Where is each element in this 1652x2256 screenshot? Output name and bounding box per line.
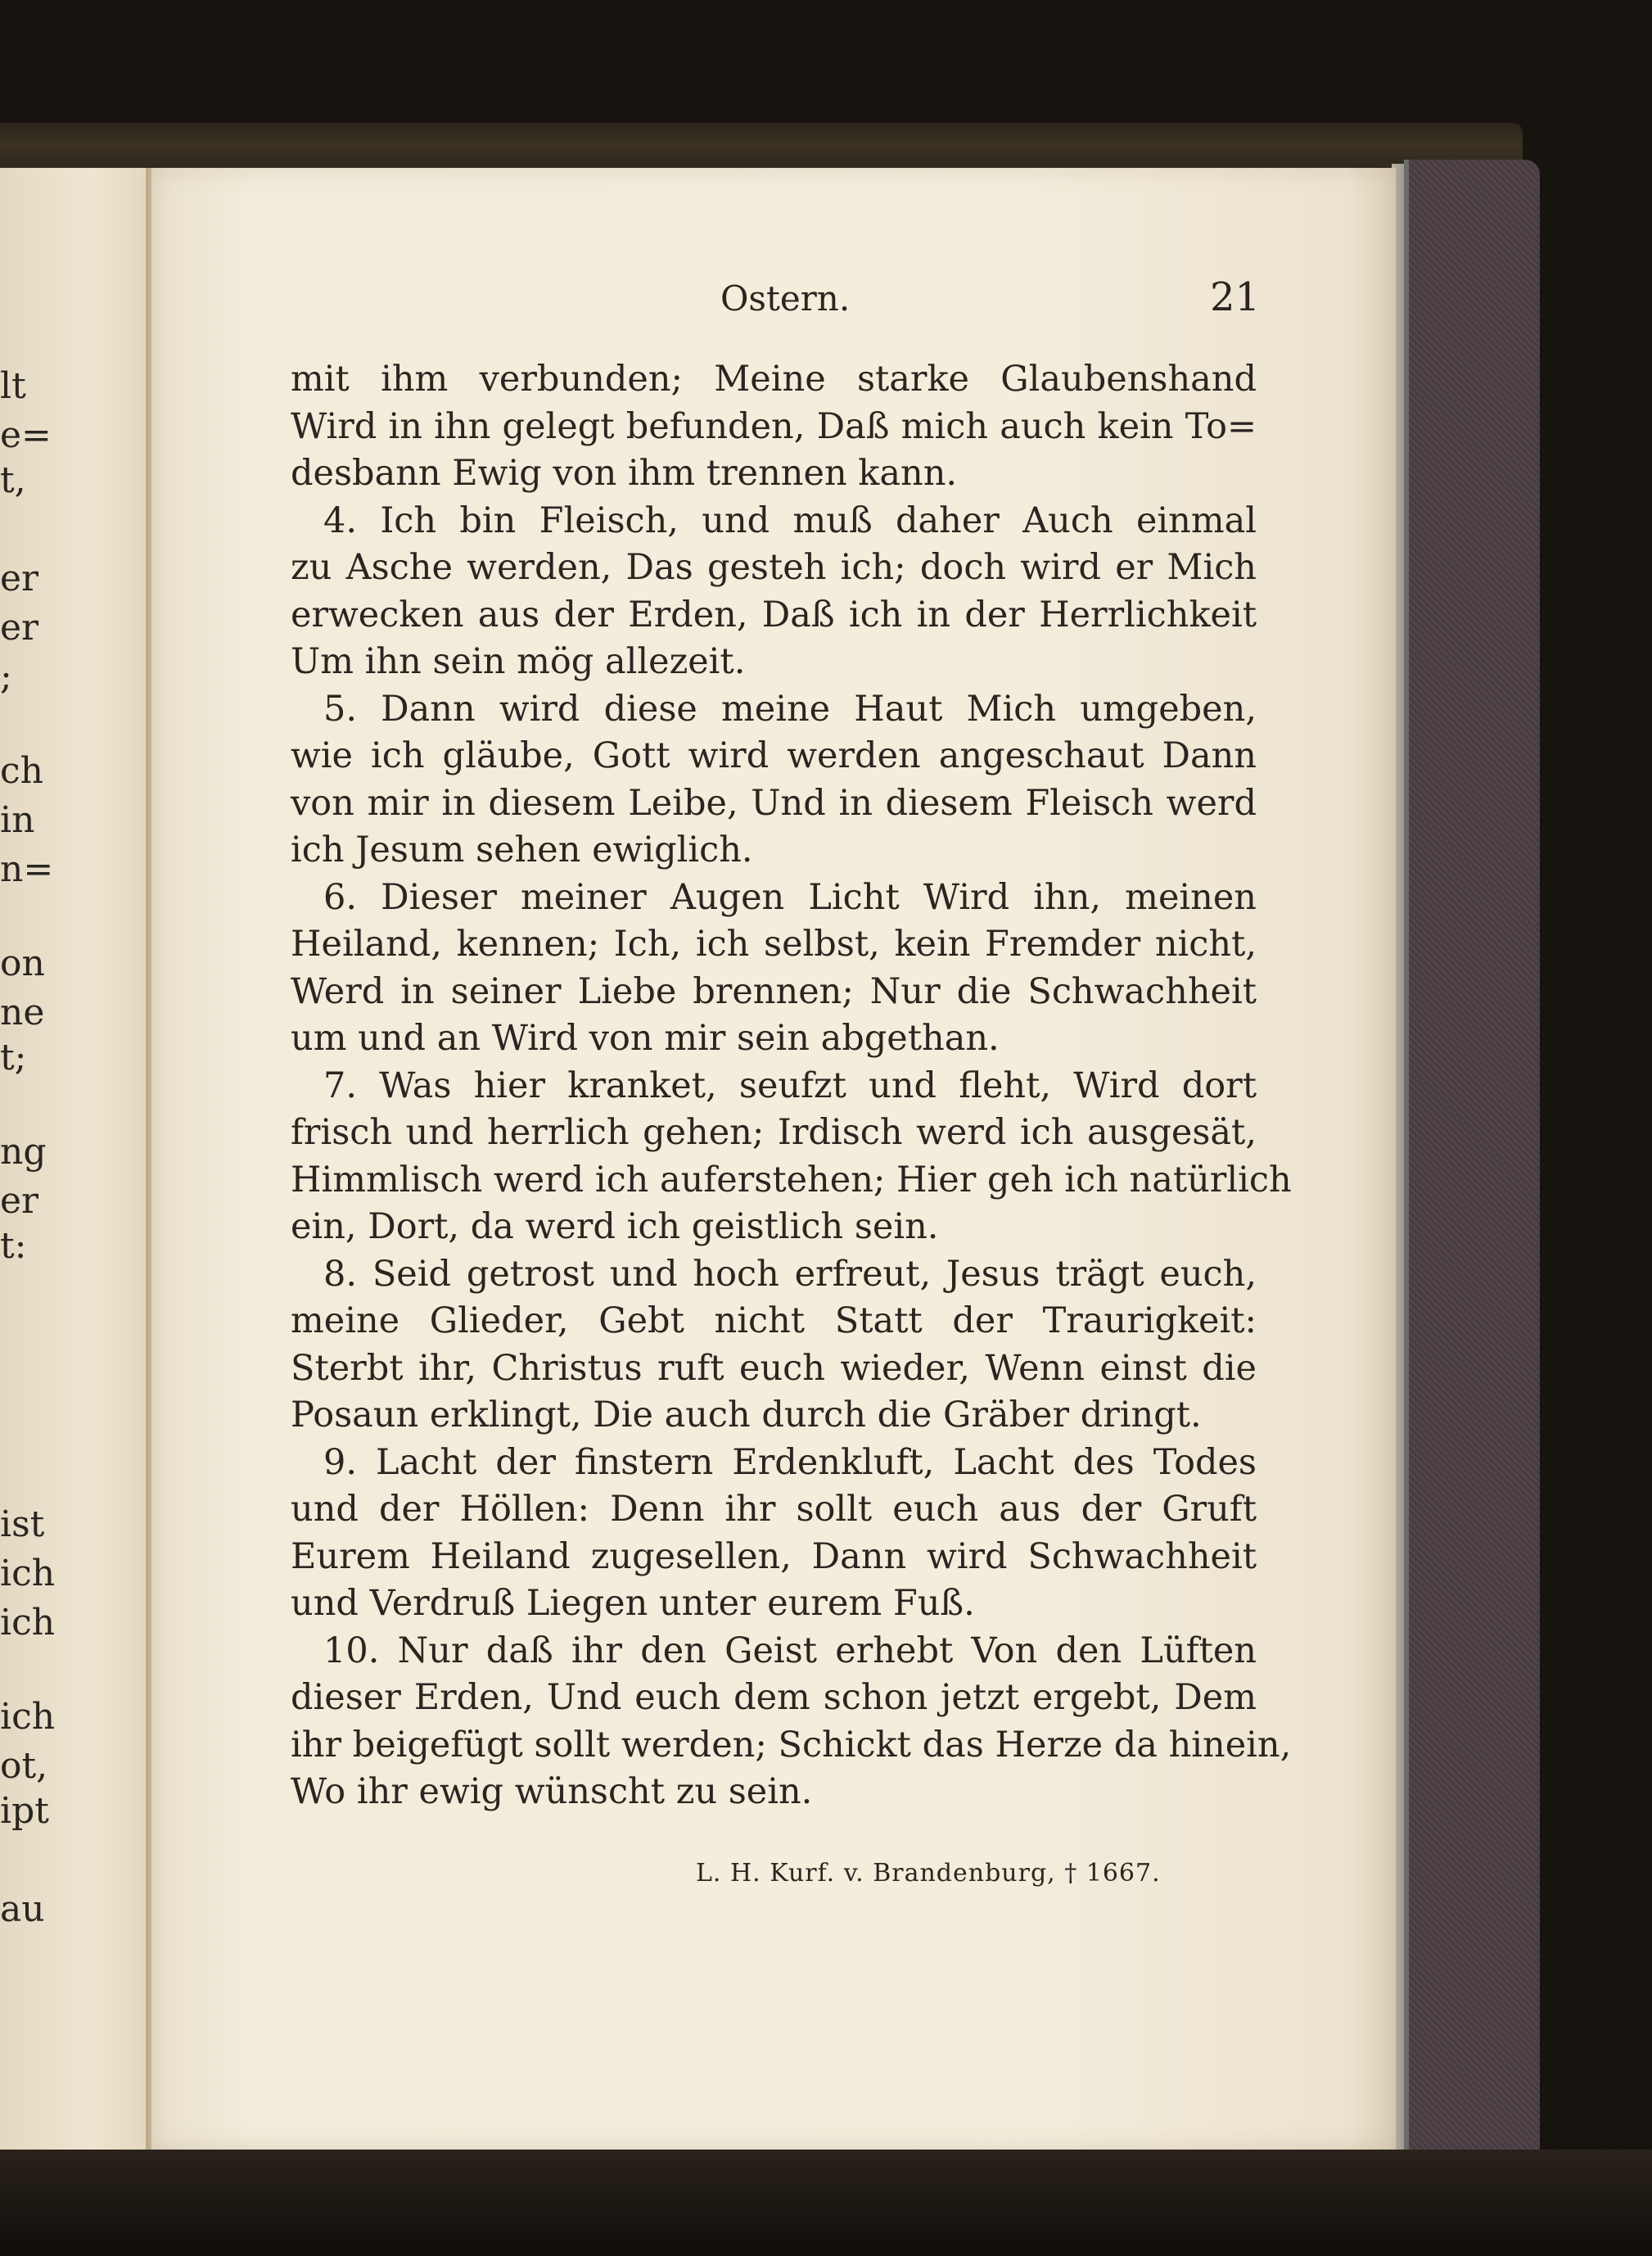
left-page-fragment: t;: [0, 1037, 27, 1078]
left-page-fragment: in: [0, 799, 35, 841]
left-page-fragment: er: [0, 1180, 39, 1222]
left-page-fragment: ich: [0, 1553, 56, 1594]
verse: [291, 686, 1257, 875]
left-page-fragment: lt: [0, 365, 26, 407]
verse: [291, 1063, 1292, 1251]
left-page-fragment: t:: [0, 1225, 27, 1267]
left-page-fragment: t,: [0, 459, 26, 501]
left-page-fragment: ich: [0, 1602, 56, 1643]
left-page-fragment: on: [0, 943, 45, 984]
attribution: L. H. Kurf. v. Brandenburg, † 1667.: [696, 1859, 1161, 1888]
verse: [291, 1251, 1257, 1440]
verse-line: Eurem Heiland zugesellen, Dann wird Schwachheit: [291, 1535, 1257, 1577]
verse: [291, 1628, 1292, 1816]
left-page-fragment: er: [0, 607, 39, 649]
verse-line: von mir in diesem Leibe, Und in diesem Fleisch werd: [291, 782, 1257, 824]
left-page-fragment: ng: [0, 1131, 47, 1173]
verse-line: und Verdruß Liegen unter eurem Fuß.: [291, 1583, 975, 1624]
verse-line: zu Asche werden, Das gesteh ich; doch wird er Mich: [291, 547, 1257, 588]
verse-line: ihr beigefügt sollt werden; Schickt das Herze da hinein,: [291, 1724, 1292, 1765]
left-page-fragment: au: [0, 1888, 45, 1930]
left-page-fragment: er: [0, 558, 39, 599]
verse-line: 7. Was hier kranket, seufzt und fleht, Wird dort: [323, 1065, 1257, 1106]
cloth-cover: [1404, 160, 1540, 2190]
verse-line: ein, Dort, da werd ich geistlich sein.: [291, 1206, 939, 1247]
verse-line: Um ihn sein mög allezeit.: [291, 641, 746, 682]
left-page-fragment: n=: [0, 848, 54, 890]
verse-line: Posaun erklingt, Die auch durch die Gräber dringt.: [291, 1395, 1202, 1435]
left-page-fragment: e=: [0, 414, 52, 456]
verse-line: Sterbt ihr, Christus ruft euch wieder, Wenn einst die: [291, 1347, 1257, 1389]
left-page-fragment: ich: [0, 1696, 56, 1738]
verse-line: ich Jesum sehen ewiglich.: [291, 830, 753, 870]
verse-line: und der Höllen: Denn ihr sollt euch aus der Gruft: [291, 1489, 1257, 1530]
verse-line: Himmlisch werd ich auferstehen; Hier geh ich natürlich: [291, 1159, 1292, 1200]
verse-line: mit ihm verbunden; Meine starke Glaubenshand: [291, 359, 1257, 400]
verse-line: erwecken aus der Erden, Daß ich in der Herrlichkeit: [291, 594, 1257, 635]
hymn-text: [291, 356, 1292, 1816]
left-page-fragment: ipt: [0, 1790, 49, 1832]
verse: [291, 498, 1257, 686]
left-page-fragment: ot,: [0, 1745, 48, 1787]
left-page-fragment: ch: [0, 750, 43, 792]
verse-line: 6. Dieser meiner Augen Licht Wird ihn, meinen: [323, 876, 1257, 918]
verse: [291, 875, 1257, 1063]
verse-line: Wird in ihn gelegt befunden, Daß mich auch kein To=: [291, 405, 1257, 447]
verse-line: wie ich gläube, Gott wird werden angeschaut Dann: [291, 735, 1257, 776]
left-page-fragment: ist: [0, 1503, 45, 1545]
verse-line: 9. Lacht der finstern Erdenkluft, Lacht des Todes: [323, 1441, 1257, 1483]
verse-line: Wo ihr ewig wünscht zu sein.: [291, 1771, 813, 1812]
left-page-fragment: ;: [0, 656, 12, 698]
bottom-shadow: [0, 2150, 1652, 2256]
verse-line: Werd in seiner Liebe brennen; Nur die Schwachheit: [291, 970, 1257, 1012]
running-head: Ostern.: [720, 278, 851, 319]
page-number: 21: [1210, 274, 1261, 320]
verse-line: meine Glieder, Gebt nicht Statt der Traurigkeit:: [291, 1300, 1257, 1341]
verse: [291, 356, 1257, 498]
verse-line: desbann Ewig von ihm trennen kann.: [291, 453, 958, 494]
verse-line: 5. Dann wird diese meine Haut Mich umgeben,: [323, 688, 1257, 730]
verse: [291, 1440, 1257, 1628]
left-page-fragment: ne: [0, 992, 45, 1033]
verse-line: Heiland, kennen; Ich, ich selbst, kein Fremder nicht,: [291, 924, 1257, 965]
verse-line: dieser Erden, Und euch dem schon jetzt ergebt, Dem: [291, 1677, 1257, 1718]
verse-line: 10. Nur daß ihr den Geist erhebt Von den Lüften: [323, 1630, 1257, 1671]
verse-line: 4. Ich bin Fleisch, und muß daher Auch einmal: [323, 500, 1257, 541]
verse-line: 8. Seid getrost und hoch erfreut, Jesus trägt euch,: [323, 1253, 1257, 1295]
verse-line: um und an Wird von mir sein abgethan.: [291, 1018, 1000, 1059]
verse-line: frisch und herrlich gehen; Irdisch werd ich ausgesät,: [291, 1112, 1257, 1153]
